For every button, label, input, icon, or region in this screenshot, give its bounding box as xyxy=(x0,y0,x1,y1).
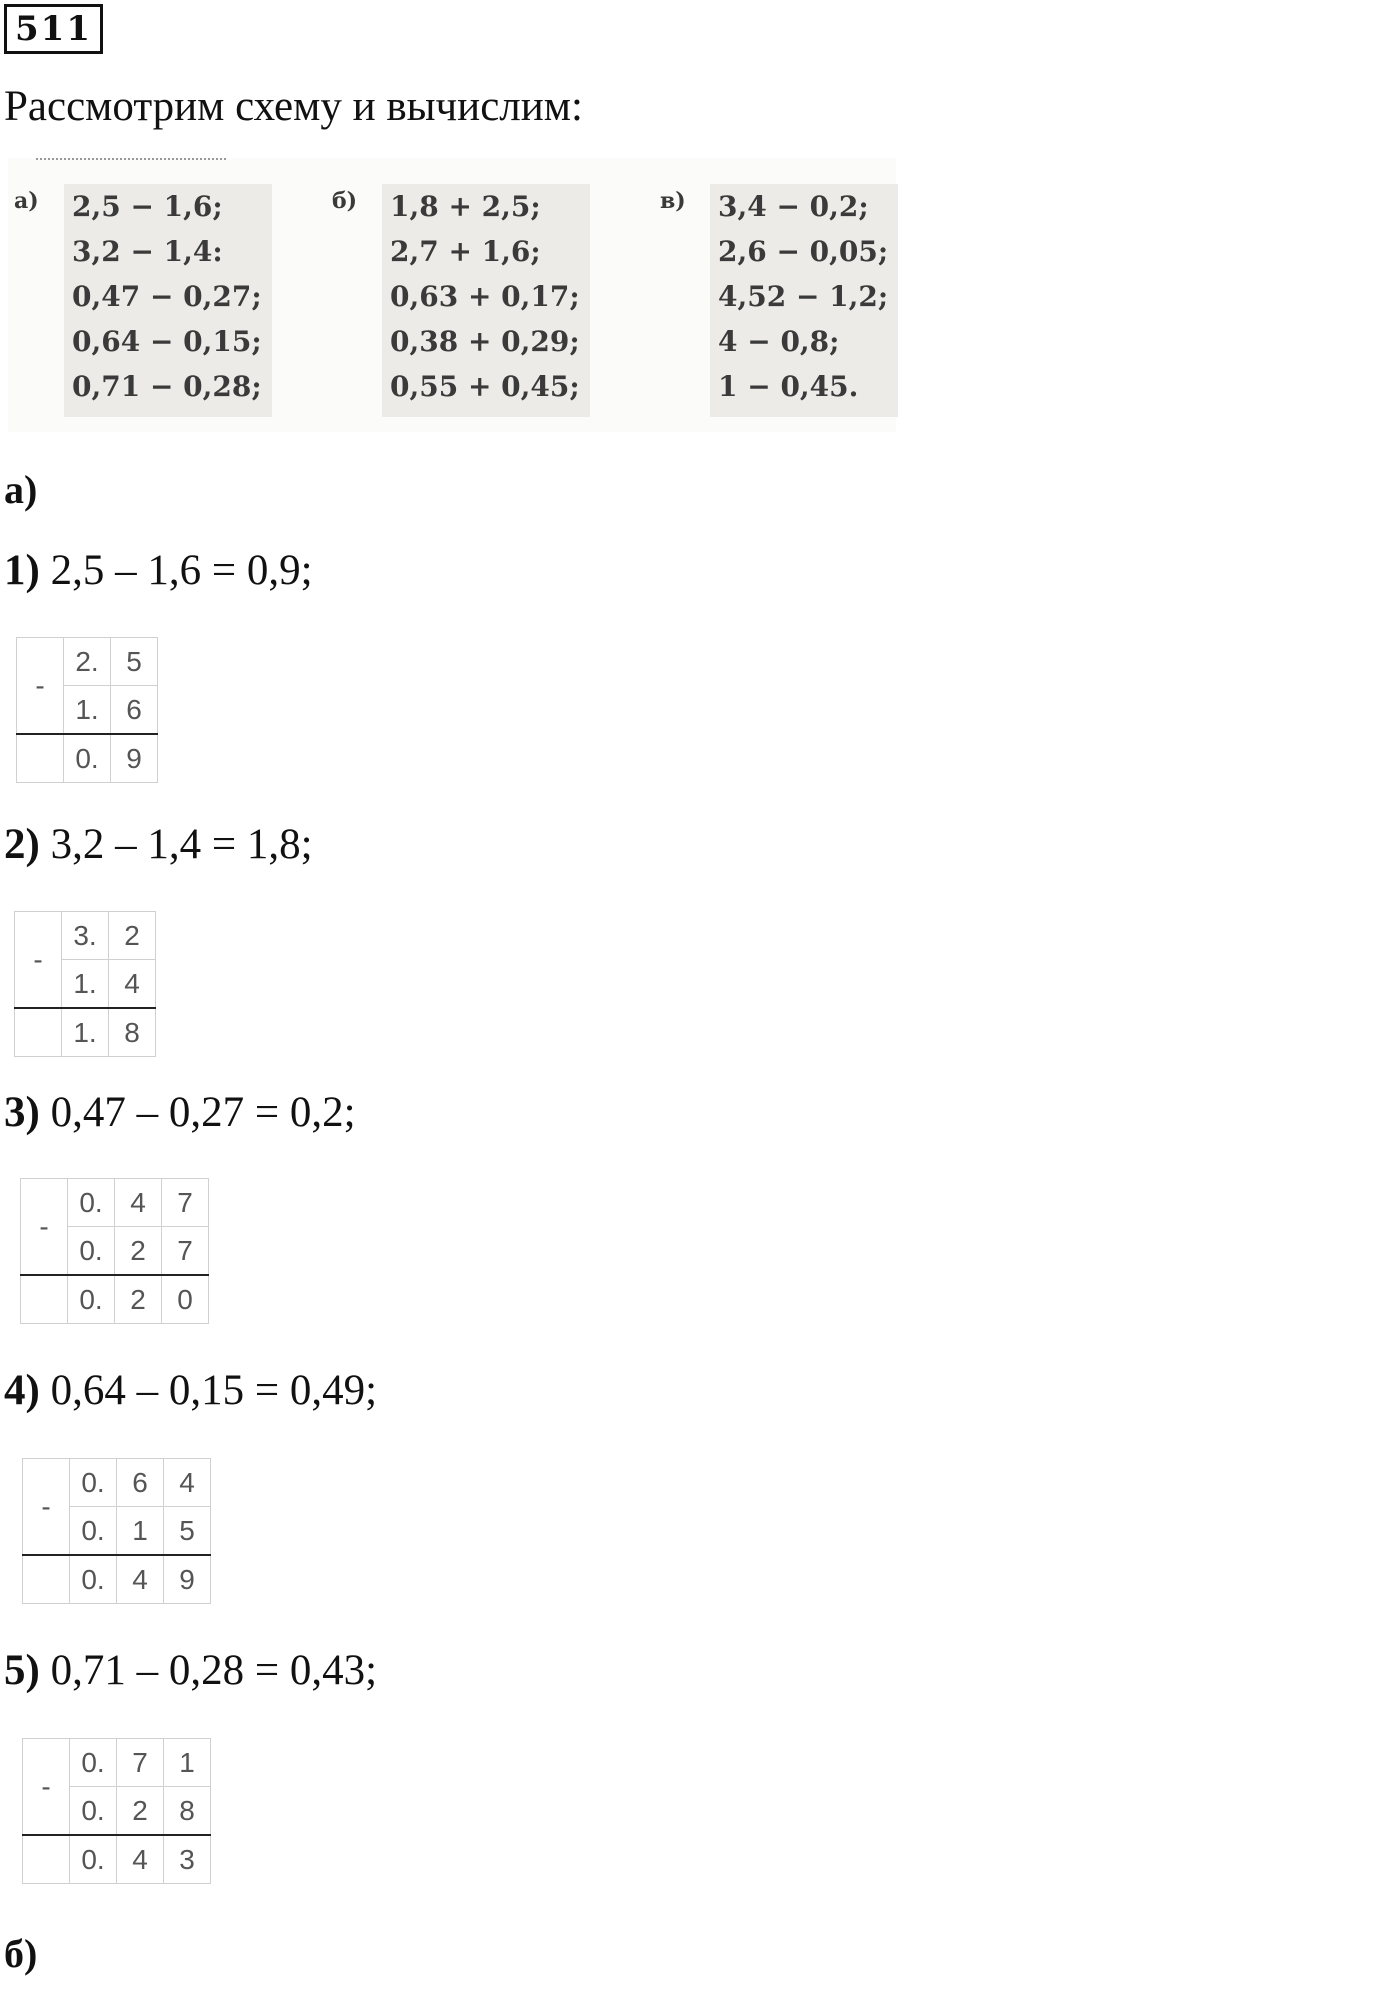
solution-equation xyxy=(4,546,313,595)
intro-text: Рассмотрим схему и вычислим: xyxy=(4,83,583,130)
digit-cell: 0. xyxy=(70,1507,117,1556)
digit-cell: 2 xyxy=(109,912,156,960)
digit-cell: 7 xyxy=(162,1227,209,1276)
scan-expression: 4,52 − 1,2; xyxy=(718,280,889,313)
column-subtraction xyxy=(22,1738,211,1884)
digit-cell: 0 xyxy=(162,1275,209,1324)
digit-cell: 9 xyxy=(111,734,158,783)
empty-cell xyxy=(23,1555,70,1604)
scan-expression: 3,4 − 0,2; xyxy=(718,190,869,223)
scan-expression: 4 − 0,8; xyxy=(718,325,840,358)
digit-cell: 1 xyxy=(117,1507,164,1556)
scan-expression: 0,38 + 0,29; xyxy=(390,325,580,358)
scan-column-items xyxy=(64,184,272,417)
minus-sign: - xyxy=(17,638,64,735)
scan-expression: 1 − 0,45. xyxy=(718,370,859,403)
minus-sign: - xyxy=(23,1739,70,1836)
scan-expression: 2,6 − 0,05; xyxy=(718,235,889,268)
digit-cell: 0. xyxy=(70,1787,117,1836)
digit-cell: 6 xyxy=(111,686,158,735)
digit-cell: 0. xyxy=(68,1179,115,1227)
digit-cell: 2. xyxy=(64,638,111,686)
digit-cell: 3 xyxy=(164,1835,211,1884)
digit-cell: 2 xyxy=(115,1227,162,1276)
digit-cell: 7 xyxy=(117,1739,164,1787)
solution-number: 4) xyxy=(4,1367,40,1414)
digit-cell: 0. xyxy=(70,1459,117,1507)
digit-cell: 0. xyxy=(70,1739,117,1787)
digit-cell: 8 xyxy=(164,1787,211,1836)
digit-cell: 0. xyxy=(64,734,111,783)
scan-smudge xyxy=(36,158,226,166)
scan-column-label: б) xyxy=(332,188,358,214)
digit-cell: 4 xyxy=(164,1459,211,1507)
scan-expression: 2,5 − 1,6; xyxy=(72,190,223,223)
scan-expression: 0,64 − 0,15; xyxy=(72,325,262,358)
solution-number: 1) xyxy=(4,547,40,594)
solution-number: 2) xyxy=(4,821,40,868)
textbook-scan xyxy=(8,158,896,432)
digit-cell: 4 xyxy=(115,1179,162,1227)
digit-cell: 5 xyxy=(164,1507,211,1556)
digit-cell: 1. xyxy=(62,960,109,1009)
solution-equation xyxy=(4,1646,377,1695)
empty-cell xyxy=(23,1835,70,1884)
scan-column-label: а) xyxy=(14,188,39,214)
scan-expression: 1,8 + 2,5; xyxy=(390,190,541,223)
digit-cell: 6 xyxy=(117,1459,164,1507)
digit-cell: 9 xyxy=(164,1555,211,1604)
solution-number: 5) xyxy=(4,1647,40,1694)
column-subtraction xyxy=(14,911,156,1057)
scan-column-items xyxy=(382,184,590,417)
digit-cell: 1. xyxy=(62,1008,109,1057)
digit-cell: 0. xyxy=(68,1275,115,1324)
solution-equation xyxy=(4,1366,377,1415)
scan-expression: 0,47 − 0,27; xyxy=(72,280,262,313)
digit-cell: 3. xyxy=(62,912,109,960)
empty-cell xyxy=(15,1008,62,1057)
digit-cell: 0. xyxy=(68,1227,115,1276)
minus-sign: - xyxy=(23,1459,70,1556)
solution-expression: 2,5 – 1,6 = 0,9; xyxy=(39,547,313,594)
digit-cell: 4 xyxy=(109,960,156,1009)
solution-number: 3) xyxy=(4,1089,40,1136)
column-subtraction xyxy=(22,1458,211,1604)
empty-cell xyxy=(21,1275,68,1324)
digit-cell: 1. xyxy=(64,686,111,735)
column-subtraction xyxy=(16,637,158,783)
solution-equation xyxy=(4,820,313,869)
digit-cell: 2 xyxy=(117,1787,164,1836)
digit-cell: 0. xyxy=(70,1835,117,1884)
digit-cell: 4 xyxy=(117,1555,164,1604)
scan-expression: 0,63 + 0,17; xyxy=(390,280,580,313)
digit-cell: 4 xyxy=(117,1835,164,1884)
solution-equation xyxy=(4,1088,356,1137)
solution-expression: 3,2 – 1,4 = 1,8; xyxy=(39,821,313,868)
scan-expression: 0,71 − 0,28; xyxy=(72,370,262,403)
scan-expression: 3,2 − 1,4: xyxy=(72,235,223,268)
digit-cell: 2 xyxy=(115,1275,162,1324)
solution-expression: 0,71 – 0,28 = 0,43; xyxy=(39,1647,378,1694)
digit-cell: 8 xyxy=(109,1008,156,1057)
column-subtraction xyxy=(20,1178,209,1324)
digit-cell: 0. xyxy=(70,1555,117,1604)
section-heading-b: б) xyxy=(4,1931,38,1976)
digit-cell: 1 xyxy=(164,1739,211,1787)
digit-cell: 5 xyxy=(111,638,158,686)
problem-number: 511 xyxy=(4,4,103,54)
section-heading-a: а) xyxy=(4,467,38,512)
scan-expression: 2,7 + 1,6; xyxy=(390,235,541,268)
solution-expression: 0,64 – 0,15 = 0,49; xyxy=(39,1367,378,1414)
scan-expression: 0,55 + 0,45; xyxy=(390,370,580,403)
scan-column-label: в) xyxy=(660,188,686,214)
minus-sign: - xyxy=(15,912,62,1009)
empty-cell xyxy=(17,734,64,783)
scan-column-items xyxy=(710,184,898,417)
digit-cell: 7 xyxy=(162,1179,209,1227)
solution-expression: 0,47 – 0,27 = 0,2; xyxy=(39,1089,356,1136)
minus-sign: - xyxy=(21,1179,68,1276)
